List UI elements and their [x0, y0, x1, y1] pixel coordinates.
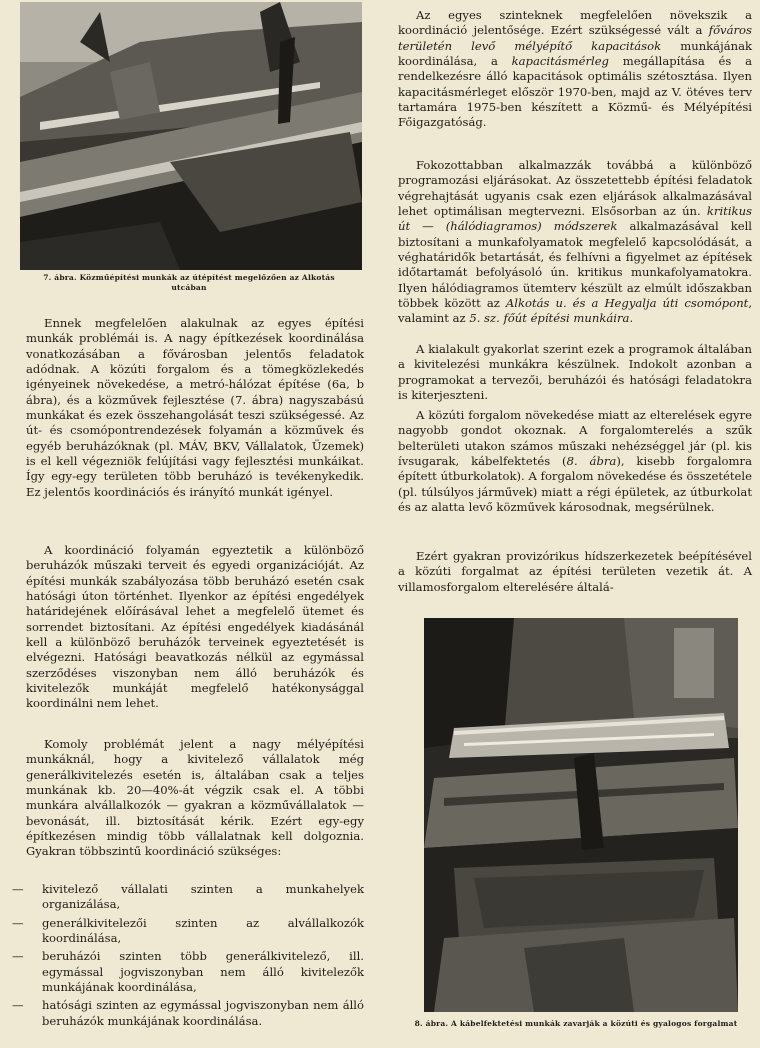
text-run: Fokozottabban alkalmazzák továbbá a különböző programozási eljárásokat. Az összetettebb építési feladatok végrehajtását ugyanis csak ezen eljárások alkalmazásával lehet optimálisan megtervezni. Elsősorban az ún. — [398, 158, 752, 219]
paragraph — [398, 8, 752, 131]
paragraph — [26, 543, 364, 712]
paragraph-text — [398, 8, 752, 131]
paragraph-text — [398, 158, 752, 327]
text-run: ), kisebb forgalomra épített útburkolatok). A forgalom növekedése és összetétele (pl. túlsúlyos járművek) miatt a régi épületek, az útburkolat és az alatta levő közművek károsodnak, megsérülnek. — [398, 454, 752, 515]
paragraph-text — [398, 408, 752, 515]
paragraph-text: Ezért gyakran provizórikus hídszerkezetek beépítésével a közúti forgalmat az építési területen vezetik át. A villamosforgalom elterelésére általá- — [398, 549, 752, 594]
text-run: Az egyes szinteknek megfelelően növekszik a koordináció jelentősége. Ezért szükségessé vált a — [398, 8, 752, 38]
dash-marker: — — [12, 915, 24, 930]
list-item-text: kivitelező vállalati szinten a munkahelyek organizálása, — [42, 882, 364, 912]
text-run: , valamint az — [398, 296, 753, 326]
list-item — [12, 882, 364, 913]
list-item — [12, 916, 364, 947]
paragraph-text: A koordináció folyamán egyeztetik a különböző beruházók műszaki terveit és egyedi organizációját. Az építési munkák szabályozása több beruházó esetén csak hatósági úton történhet. Ilyenkor az építési engedélyek határidejének előírásával lehet a megfelelő ütemet és sorrendet biztosítani. Az építési engedélyek kiadásánál kell a különböző beruházók terveinek egyeztetését is elvégezni. Hatósági beavatkozás nélkül az egymással szerződéses viszonyban nem álló beruházók és kivitelezők munkáját megfelelő hatékonysággal koordinálni nem lehet. — [26, 543, 364, 711]
figure-8-caption: 8. ábra. A kábelfektetési munkák zavarják a közúti és gyalogos forgalmat — [414, 1019, 738, 1028]
dash-marker: — — [12, 998, 24, 1013]
figure-7-photo — [20, 2, 362, 270]
paragraph — [398, 408, 752, 515]
figure-8-photo — [424, 618, 738, 1012]
dash-marker: — — [12, 882, 24, 896]
paragraph-text: Komoly problémát jelent a nagy mélyépítési munkáknál, hogy a kivitelező vállalatok még generálkivitelezés esetén is, általában csak a teljes munkának kb. 20—40%-át végzik csak el. A többi munkára alvállalkozók — gyakran a közművállalatok — bevonását, ill. biztosítását kérik. Ezért egy-egy építkezésen mindig több vállalatnak kell dolgoznia. Gyakran többszintű koordináció szükséges: — [26, 737, 364, 859]
figure-7-caption: 7. ábra. Közműépítési munkák az útépítést megelőzően az Alkotás utcában — [43, 273, 335, 292]
paragraph — [398, 158, 752, 327]
text-run: megállapítása és a rendelkezésre álló kapacitások optimális szétosztása. Ilyen kapacitásmérleget először 1970-ben, majd az V. ötéves terv tartamára 1975-ben készített a Közmű- és Mélyépítési Főigazgatóság. — [398, 54, 752, 130]
text-run: A közúti forgalom növekedése miatt az elterelések egyre nagyobb gondot okoznak. A forgalomterelés a szűk belterületi utakon számos műszaki nehézséggel jár (pl. kis ívsugarak, kábelfektetés ( — [398, 408, 752, 469]
text-run: . — [629, 311, 634, 326]
paragraph — [398, 549, 752, 595]
list-item-text: hatósági szinten az egymással jogviszonyban nem álló beruházók munkájának koordinálása. — [42, 998, 364, 1028]
dash-marker: — — [12, 949, 24, 964]
emphasis: főváros területén levő mélyépítő kapacitások — [398, 23, 752, 53]
list-item — [12, 998, 364, 1029]
list-item-text: beruházói szinten több generálkivitelező, ill. egymással jogviszonyban nem álló kivitelezők munkájának koordinálása, — [42, 949, 364, 995]
emphasis: kritikus út — (hálódiagramos) módszerek — [398, 204, 752, 234]
paragraph-text: A kialakult gyakorlat szerint ezek a programok általában a kivitelezési munkákra készülnek. Indokolt azonban a programokat a tervezői, beruházói és hatósági feladatokra is kiterjeszteni. — [398, 342, 752, 403]
paragraph — [398, 342, 752, 403]
emphasis: kapacitásmérleg — [511, 54, 609, 69]
paragraph-text: Ennek megfelelően alakulnak az egyes építési munkák problémái is. A nagy építkezések koordinálása vonatkozásában a fővárosban jelentős feladatok adódnak. A közúti forgalom és a tömegközlekedés igényeinek növekedése, a metró-hálózat építése (6a, b ábra), és a közművek fejlesztése (7. ábra) nagyszabású munkákat és ezek összehangolását teszi szükségessé. Az út- és csomópontrendezések folyamán a közművek és egyéb beruházóknak (pl. MÁV, BKV, Vállalatok, Üzemek) is el kell végezniök felújítási vagy fejlesztési munkáikat. Így egy-egy területen több beruházó is tevékenykedik. Ez jelentős koordinációs és irányító munkát igényel. — [26, 316, 364, 499]
paragraph — [26, 737, 364, 860]
emphasis: 8. ábra — [566, 454, 617, 469]
emphasis: Alkotás u. és a Hegyalja úti csomópont — [505, 296, 749, 311]
coordination-levels-list — [12, 882, 364, 1032]
text-run: munkájának koordinálása, a — [398, 38, 753, 69]
text-run: alkalmazásával kell biztosítani a munkafolyamatok megfelelő kapcsolódását, a véghatáridők betartását, és felhívni a figyelmet az építések időtartamát befolyásoló ún. kritikus munkafolyamatokra. Ilyen hálódiagramos ütemterv készült az elmúlt időszakban többek között az — [398, 219, 752, 311]
paragraph — [26, 316, 364, 500]
emphasis: 5. sz. főút építési munkáira — [469, 311, 630, 326]
list-item — [12, 949, 364, 995]
cable-laying-photo — [424, 618, 738, 1012]
street-construction-photo — [20, 2, 362, 270]
list-item-text: generálkivitelezői szinten az alvállalkozók koordinálása, — [42, 915, 364, 946]
